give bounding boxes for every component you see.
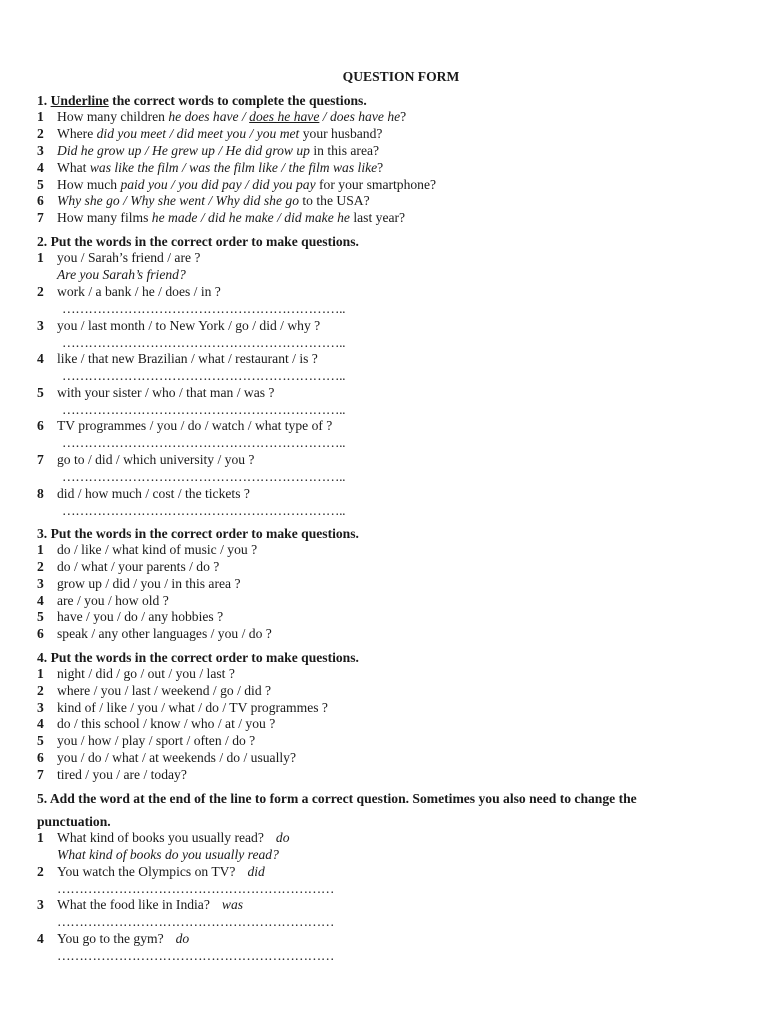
- answer-options: paid you / you did pay / did you pay: [120, 177, 316, 192]
- answer-line: ………………………………………………………: [57, 948, 335, 963]
- item-number: 1: [37, 542, 44, 557]
- question-prompt: tired / you / are / today?: [57, 767, 187, 782]
- question-prompt: [57, 931, 189, 947]
- section-1-heading: [37, 92, 367, 109]
- item-number: 2: [37, 864, 44, 879]
- section-5-heading-line-1: 5. Add the word at the end of the line to form a correct question. Sometimes you also need to change the: [37, 791, 637, 806]
- item-number: 4: [37, 931, 44, 946]
- answer-line: ………………………………………………………..: [62, 435, 346, 450]
- item-number: 3: [37, 318, 44, 333]
- item-number: 6: [37, 193, 44, 208]
- question-prompt: go to / did / which university / you ?: [57, 452, 255, 467]
- answer-options: / does have he: [319, 109, 401, 124]
- section-2-heading: 2. Put the words in the correct order to make questions.: [37, 234, 359, 249]
- item-number: 8: [37, 486, 44, 501]
- question-prompt: do / what / your parents / do ?: [57, 559, 220, 574]
- item-number: 2: [37, 559, 44, 574]
- item-number: 1: [37, 109, 44, 124]
- answer-options: did you meet / did meet you / you met: [96, 126, 300, 141]
- question-prompt: you / do / what / at weekends / do / usually?: [57, 750, 296, 765]
- question-item: [57, 143, 379, 159]
- item-number: 1: [37, 666, 44, 681]
- item-number: 2: [37, 126, 44, 141]
- question-prompt: do / like / what kind of music / you ?: [57, 542, 258, 557]
- answer-options: Did he grow up / He grew up / He did grow up: [57, 143, 310, 158]
- question-text: What kind of books you usually read?: [57, 830, 264, 845]
- question-prompt: you / how / play / sport / often / do ?: [57, 733, 256, 748]
- answer-options: Why she go / Why she went / Why did she go: [57, 193, 299, 208]
- section-4-heading: 4. Put the words in the correct order to make questions.: [37, 650, 359, 665]
- item-number: 3: [37, 897, 44, 912]
- item-number: 4: [37, 593, 44, 608]
- item-number: 1: [37, 250, 44, 265]
- answer-line: ………………………………………………………..: [62, 469, 346, 484]
- question-prompt: night / did / go / out / you / last ?: [57, 666, 235, 681]
- answer-line: ………………………………………………………..: [62, 402, 346, 417]
- answer-line: ………………………………………………………..: [62, 368, 346, 383]
- answer-line: ………………………………………………………..: [62, 301, 346, 316]
- question-prompt: have / you / do / any hobbies ?: [57, 609, 224, 624]
- answer-line: ………………………………………………………..: [62, 335, 346, 350]
- item-number: 5: [37, 177, 44, 192]
- question-prompt: are / you / how old ?: [57, 593, 169, 608]
- question-prompt: do / this school / know / who / at / you ?: [57, 716, 276, 731]
- example-answer: Are you Sarah’s friend?: [57, 267, 186, 282]
- section-3-heading: 3. Put the words in the correct order to make questions.: [37, 526, 359, 541]
- question-text: for your smartphone?: [315, 177, 437, 192]
- question-item: [57, 160, 383, 176]
- item-number: 2: [37, 284, 44, 299]
- item-number: 5: [37, 609, 44, 624]
- question-prompt: speak / any other languages / you / do ?: [57, 626, 272, 641]
- question-prompt: like / that new Brazilian / what / restaurant / is ?: [57, 351, 318, 366]
- answer-options: he does have /: [168, 109, 250, 124]
- question-text: in this area?: [309, 143, 380, 158]
- question-text: You watch the Olympics on TV?: [57, 864, 236, 879]
- section-5-heading-line-2: punctuation.: [37, 814, 111, 829]
- item-number: 3: [37, 576, 44, 591]
- question-item: [57, 193, 370, 209]
- item-number: 6: [37, 750, 44, 765]
- item-number: 1: [37, 830, 44, 845]
- item-number: 7: [37, 767, 44, 782]
- answer-options: does he have: [249, 109, 320, 124]
- item-number: 4: [37, 716, 44, 731]
- answer-line: ………………………………………………………: [57, 881, 335, 896]
- question-text: How many children: [57, 109, 169, 124]
- word-to-add: was: [221, 897, 244, 912]
- question-text: What the food like in India?: [57, 897, 210, 912]
- item-number: 3: [37, 700, 44, 715]
- question-prompt: [57, 864, 265, 880]
- question-prompt: TV programmes / you / do / watch / what type of ?: [57, 418, 333, 433]
- item-number: 5: [37, 733, 44, 748]
- item-number: 6: [37, 418, 44, 433]
- section-1-instruction: the correct words to complete the questions.: [112, 93, 367, 108]
- word-to-add: do: [175, 931, 190, 946]
- example-answer: What kind of books do you usually read?: [57, 847, 279, 862]
- item-number: 4: [37, 351, 44, 366]
- question-text: your husband?: [299, 126, 383, 141]
- question-prompt: where / you / last / weekend / go / did ?: [57, 683, 272, 698]
- section-1-underline-word: Underline: [50, 93, 109, 108]
- section-1-number: 1.: [37, 93, 48, 108]
- question-text: You go to the gym?: [57, 931, 164, 946]
- item-number: 2: [37, 683, 44, 698]
- question-prompt: you / last month / to New York / go / did / why ?: [57, 318, 321, 333]
- question-item: [57, 109, 406, 125]
- question-text: What: [57, 160, 90, 175]
- question-prompt: did / how much / cost / the tickets ?: [57, 486, 250, 501]
- question-text: Where: [57, 126, 97, 141]
- word-to-add: do: [275, 830, 290, 845]
- item-number: 7: [37, 452, 44, 467]
- question-prompt: with your sister / who / that man / was ?: [57, 385, 275, 400]
- question-text: How much: [57, 177, 121, 192]
- answer-line: ………………………………………………………: [57, 914, 335, 929]
- item-number: 5: [37, 385, 44, 400]
- question-text: to the USA?: [299, 193, 370, 208]
- answer-options: he made / did he make / did make he: [151, 210, 350, 225]
- question-prompt: you / Sarah’s friend / are ?: [57, 250, 201, 265]
- question-prompt: [57, 897, 243, 913]
- question-text: ?: [377, 160, 384, 175]
- item-number: 3: [37, 143, 44, 158]
- question-item: [57, 126, 382, 142]
- question-text: last year?: [349, 210, 406, 225]
- item-number: 4: [37, 160, 44, 175]
- question-prompt: kind of / like / you / what / do / TV programmes ?: [57, 700, 328, 715]
- question-prompt: work / a bank / he / does / in ?: [57, 284, 221, 299]
- item-number: 6: [37, 626, 44, 641]
- question-prompt: grow up / did / you / in this area ?: [57, 576, 241, 591]
- question-text: How many films: [57, 210, 152, 225]
- question-text: ?: [400, 109, 407, 124]
- question-prompt: [57, 830, 289, 846]
- question-item: [57, 177, 436, 193]
- question-item: [57, 210, 405, 226]
- item-number: 7: [37, 210, 44, 225]
- page-title: QUESTION FORM: [342, 69, 460, 84]
- word-to-add: did: [247, 864, 265, 879]
- answer-options: was like the film / was the film like / the film was like: [89, 160, 378, 175]
- answer-line: ………………………………………………………..: [62, 503, 346, 518]
